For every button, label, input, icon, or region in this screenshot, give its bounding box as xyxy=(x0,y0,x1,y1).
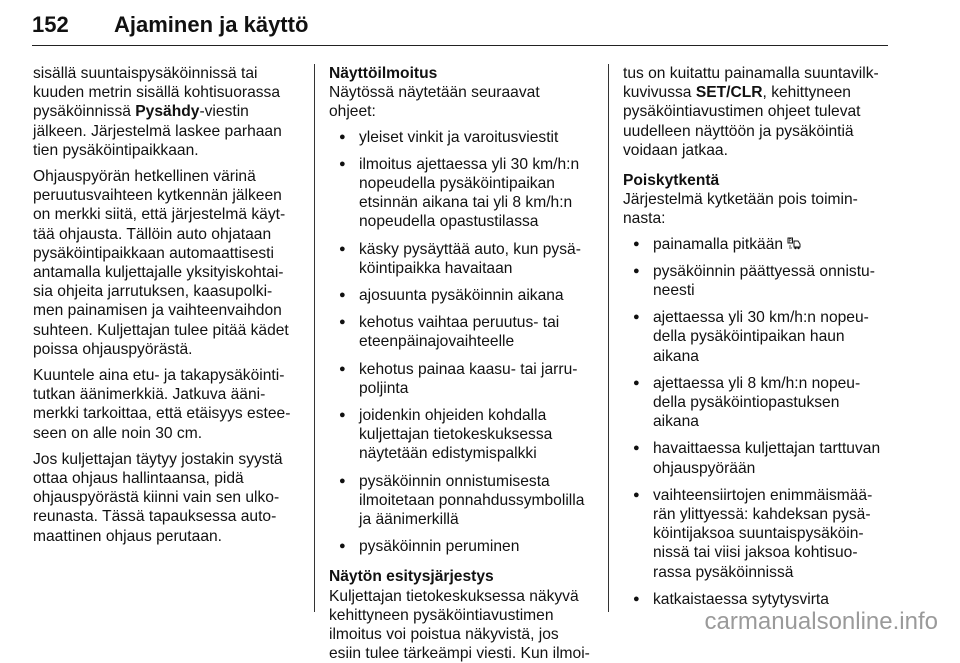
message-name: Pysähdy xyxy=(135,103,200,121)
list-item: ● ilmoitus ajettaessa yli 30 km/h:n nopeudella pysäköintipaikan etsinnän aikana tai yli 8 km/h:n nopeudella opastustilassa xyxy=(329,155,601,232)
parking-assist-icon xyxy=(787,237,803,251)
bullet-list xyxy=(329,128,601,557)
column-divider xyxy=(314,64,315,612)
chapter-title: Ajaminen ja käyttö xyxy=(114,12,309,37)
page-header xyxy=(32,6,888,44)
list-item: ● yleiset vinkit ja varoitusviestit xyxy=(329,128,601,147)
column-right xyxy=(623,64,891,617)
page-number: 152 xyxy=(32,12,69,37)
paragraph: Ohjauspyörän hetkellinen värinä peruutusvaihteen kytkennän jälkeen on merkki siitä, että järjestelmä käyt- tää ohjausta. Tällöin auto ohjataan pysäköintipaikkaan automaattisesti antamalla kuljettajalle yksityiskohtai- sia ohjeita jarrutuksen, kaasupolki- men painamisen ja vaihteenvaihdon suhteen. Kuljettajan tulee pitää kädet poissa ohjauspyörästä. xyxy=(33,168,289,358)
list-item: ● ajosuunta pysäköinnin aikana xyxy=(329,286,601,305)
list-item: ● ajettaessa yli 8 km/h:n nopeu- della pysäköintiopastuksen aikana xyxy=(623,374,891,432)
column-middle xyxy=(329,64,601,663)
list-item: ● havaittaessa kuljettajan tarttuvan ohjauspyörään xyxy=(623,439,891,477)
paragraph: Näytössä näytetään seuraavat ohjeet: xyxy=(329,84,540,121)
list-item: ● painamalla pitkään P xyxy=(623,235,891,254)
svg-text:P: P xyxy=(788,238,793,245)
paragraph: Kuuntele aina etu- ja takapysäköinti- tutkan äänimerkkiä. Jatkuva ääni- merkki tarkoittaa, että etäisyys estee- seen on alle noin 30 cm. xyxy=(33,367,291,442)
list-item: ● kehotus vaihtaa peruutus- tai eteenpäinajovaihteelle xyxy=(329,313,601,351)
list-item: ● kehotus painaa kaasu- tai jarru- poljinta xyxy=(329,360,601,398)
watermark: carmanualsonline.info xyxy=(704,608,938,635)
column-divider xyxy=(608,64,609,612)
list-item: ● vaihteensiirtojen enimmäismää- rän ylittyessä: kahdeksan pysä- köintijaksoa suuntaispysäköin- nissä tai viisi jaksoa kohtisuo- rassa pysäköinnissä xyxy=(623,486,891,582)
button-name: SET/CLR xyxy=(695,84,763,102)
paragraph: Jos kuljettajan täytyy jostakin syystä ottaa ohjaus hallintaansa, pidä ohjauspyörästä kiinni vain sen ulko- reunasta. Tässä tapauksessa auto- maattinen ohjaus perutaan. xyxy=(33,450,283,545)
column-left xyxy=(33,64,303,553)
list-item: ● pysäköinnin onnistumisesta ilmoitetaan ponnahdussymbolilla ja äänimerkillä xyxy=(329,472,601,530)
list-item: ● käsky pysäyttää auto, kun pysä- köintipaikka havaitaan xyxy=(329,240,601,278)
list-item: ● pysäköinnin päättyessä onnistu- neesti xyxy=(623,262,891,300)
list-item: ● katkaistaessa sytytysvirta xyxy=(623,590,891,609)
section-heading: Näyttöilmoitus xyxy=(329,65,438,82)
section-heading: Näytön esitysjärjestys xyxy=(329,568,494,586)
paragraph: Kuljettajan tietokeskuksessa näkyvä kehittyneen pysäköintiavustimen ilmoitus voi poistua näkyvistä, jos esiin tulee tärkeämpi viesti. Kun ilmoi- xyxy=(329,587,590,663)
header-rule xyxy=(32,45,888,46)
bullet-list xyxy=(623,235,891,609)
list-item: ● ajettaessa yli 30 km/h:n nopeu- della pysäköintipaikan haun aikana xyxy=(623,308,891,366)
paragraph: Järjestelmä kytketään pois toimin- nasta: xyxy=(623,191,858,228)
section-heading: Poiskytkentä xyxy=(623,172,720,190)
paragraph: sisällä suuntaispysäköinnissä tai kuuden metrin sisällä kohtisuorassa pysäköinnissä Pysähdy-viestin jälkeen. Järjestelmä laskee parhaan tien pysäköintipaikkaan. xyxy=(33,65,282,159)
list-item: ● pysäköinnin peruminen xyxy=(329,537,601,556)
list-item: ● joidenkin ohjeiden kohdalla kuljettajan tietokeskuksessa näytetään edistymispalkki xyxy=(329,406,601,464)
paragraph: tus on kuitattu painamalla suuntavilk- kuvivussa SET/CLR, kehittyneen pysäköintiavustimen ohjeet tulevat uudelleen näyttöön ja pysäköintiä voidaan jatkaa. xyxy=(623,65,879,159)
